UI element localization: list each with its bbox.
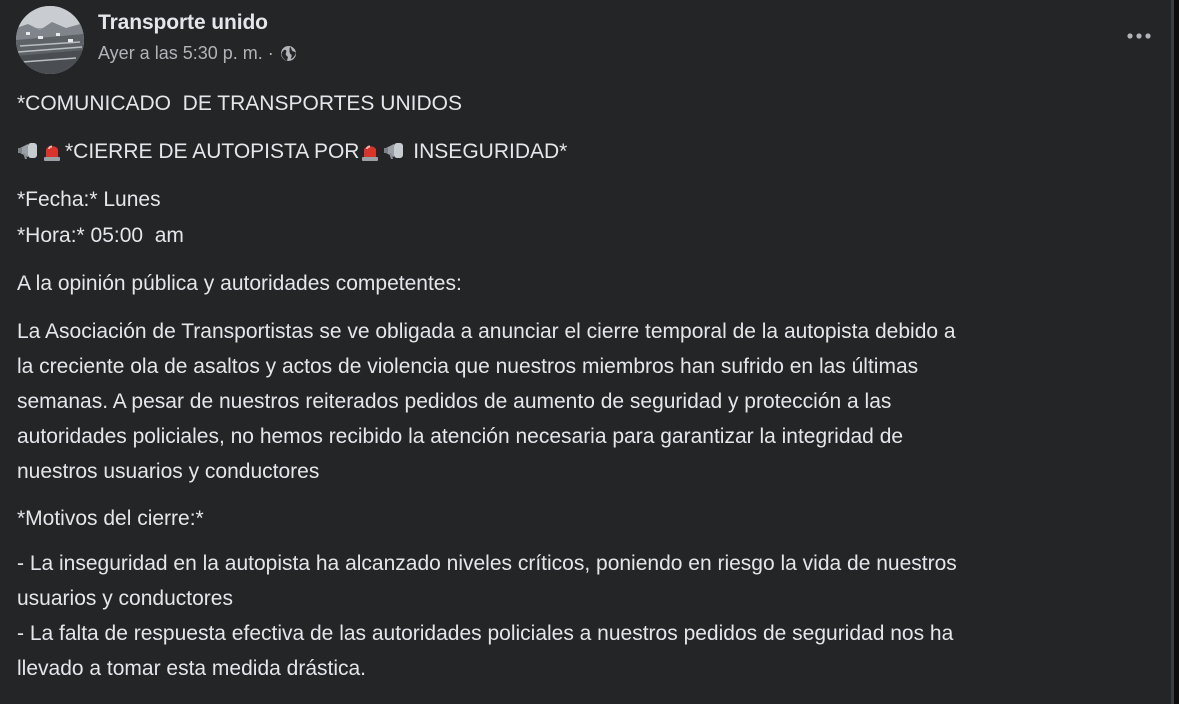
megaphone-icon	[383, 140, 407, 162]
siren-icon	[359, 140, 383, 162]
globe-icon[interactable]	[280, 45, 297, 62]
more-horizontal-icon	[1127, 33, 1151, 39]
siren-icon	[41, 140, 65, 162]
avatar[interactable]	[16, 6, 84, 74]
paragraph-line: semanas. A pesar de nuestros reiterados pedidos de aumento de seguridad y protección a las	[17, 390, 892, 413]
motivo-line: - La inseguridad en la autopista ha alcanzado niveles críticos, poniendo en riesgo la vida de nuestros	[17, 552, 957, 575]
headline-part-2: INSEGURIDAD*	[407, 140, 568, 163]
motivo-line: usuarios y conductores	[17, 587, 233, 610]
motivo-line: - La falta de respuesta efectiva de las autoridades policiales a nuestros pedidos de seguridad nos ha	[17, 622, 954, 645]
hora-line: *Hora:* 05:00 am	[17, 224, 184, 247]
paragraph-line: autoridades policiales, no hemos recibido la atención necesaria para garantizar la integridad de	[17, 425, 904, 448]
paragraph-line: nuestros usuarios y conductores	[17, 460, 320, 483]
separator: ·	[267, 43, 274, 63]
paragraph-line: La Asociación de Transportistas se ve obligada a anunciar el cierre temporal de la autopista debido a	[17, 320, 956, 343]
motivo-line: llevado a tomar esta medida drástica.	[17, 657, 367, 680]
timestamp-row	[98, 42, 297, 64]
communique-line: *COMUNICADO DE TRANSPORTES UNIDOS	[17, 92, 462, 115]
more-options-button[interactable]	[1119, 22, 1159, 50]
timestamp[interactable]: Ayer a las 5:30 p. m.	[98, 43, 263, 63]
avatar-image	[16, 6, 84, 74]
salutation: A la opinión pública y autoridades competentes:	[17, 272, 462, 295]
post-meta	[98, 10, 297, 64]
fecha-line: *Fecha:* Lunes	[17, 188, 161, 211]
headline	[17, 138, 567, 166]
post-header	[16, 6, 297, 74]
motivos-title: *Motivos del cierre:*	[17, 507, 204, 530]
main-paragraph	[17, 318, 1167, 493]
author-name[interactable]: Transporte unido	[98, 11, 268, 34]
headline-part-1: *CIERRE DE AUTOPISTA POR	[65, 140, 360, 163]
motivos-list	[17, 550, 1167, 690]
paragraph-line: la creciente ola de asaltos y actos de violencia que nuestros miembros han sufrido en las últimas	[17, 355, 919, 378]
megaphone-icon	[17, 140, 41, 162]
